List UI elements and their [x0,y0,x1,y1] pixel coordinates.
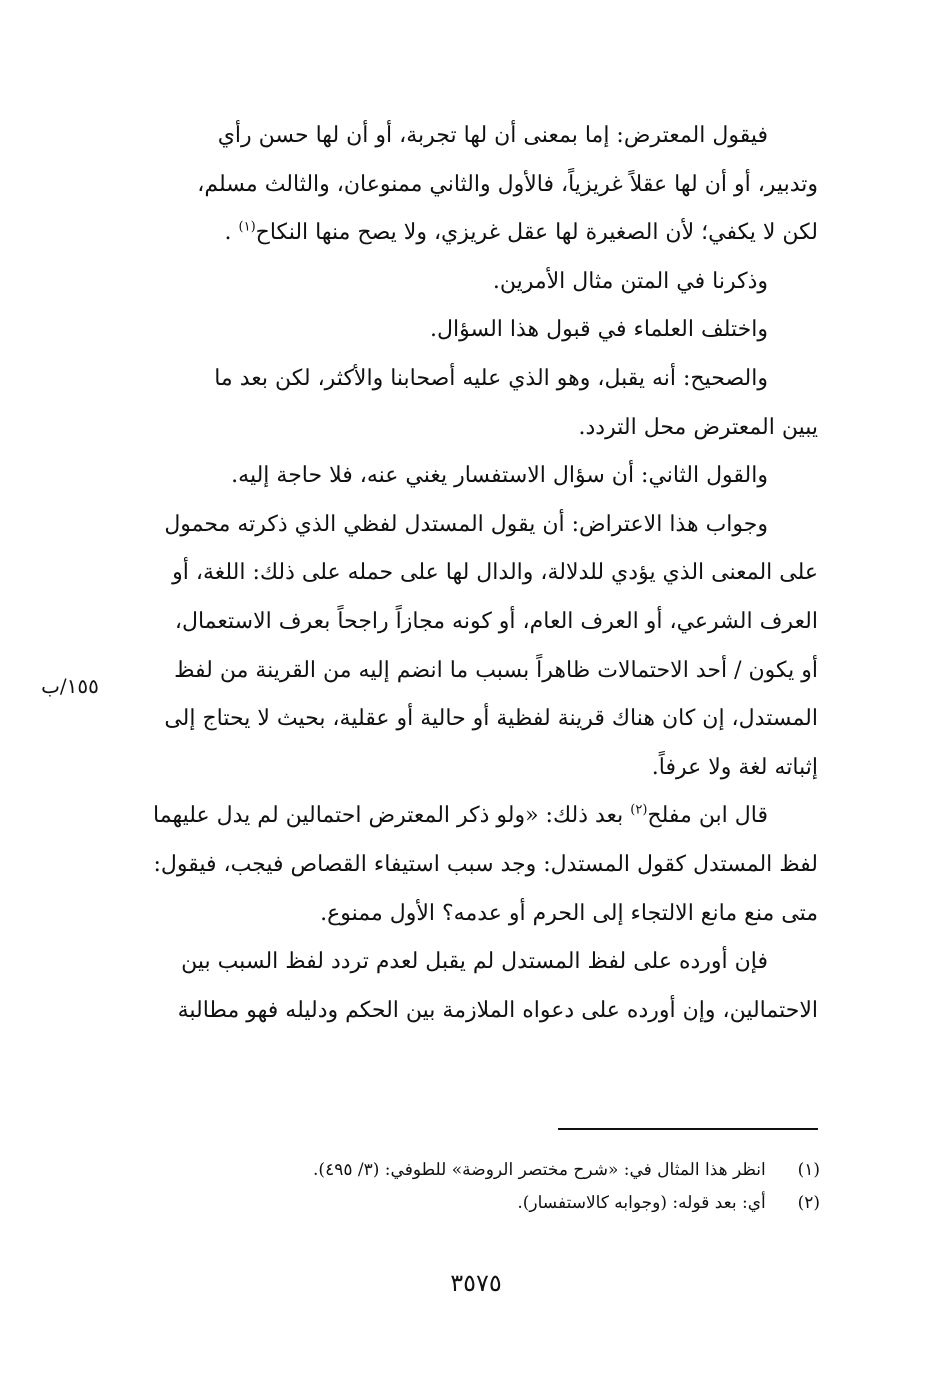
footnote-text: انظر هذا المثال في: «شرح مختصر الروضة» للطوفي: (٣/ ٤٩٥). [313,1160,766,1180]
footnote-ref-1[interactable]: (١) [238,219,256,235]
text-line: المستدل، إن كان هناك قرينة لفظية أو حالية أو عقلية، بحيث لا يحتاج إلى [164,706,818,732]
text-line: لفظ المستدل كقول المستدل: وجد سبب استيفاء القصاص فيجب، فيقول: [153,851,818,877]
main-text [118,112,818,1035]
text-line: إثباته لغة ولا عرفاً. [651,754,818,780]
footnote-2 [200,1187,820,1220]
footnote-ref-2[interactable]: (٢) [630,802,648,818]
text-line [118,792,818,841]
text-line: أو يكون / أحد الاحتمالات ظاهراً بسبب ما انضم إليه من القرينة من لفظ [174,657,818,683]
text-line: وجواب هذا الاعتراض: أن يقول المستدل لفظي الذي ذكرته محمول [164,511,768,537]
text-line: على المعنى الذي يؤدي للدلالة، والدال لها على حمله على ذلك: اللغة، أو [172,560,818,586]
paragraph-5 [118,452,818,501]
text-line: متى منع مانع الالتجاء إلى الحرم أو عدمه؟ الأول ممنوع. [320,900,818,926]
text-line [118,209,818,258]
text-line: فيقول المعترض: إما بمعنى أن لها تجربة، أو أن لها حسن رأي [217,123,768,148]
manuscript-folio-note: ١٥٥/ب [41,674,99,698]
text-line: والقول الثاني: أن سؤال الاستفسار يغني عنه، فلا حاجة إليه. [231,463,768,489]
page-number: ٣٥٧٥ [450,1269,502,1297]
text-line: العرف الشرعي، أو العرف العام، أو كونه مجازاً راجحاً بعرف الاستعمال، [174,608,818,634]
paragraph-8 [118,938,818,1035]
text-line: فإن أورده على لفظ المستدل لم يقبل لعدم تردد لفظ السبب بين [181,949,768,975]
text-line: يبين المعترض محل التردد. [578,414,818,440]
text-run: بعد ذلك: «ولو ذكر المعترض احتمالين لم يدل عليهما [153,803,631,829]
paragraph-3 [118,306,818,355]
footnote-number: (٢) [797,1193,820,1213]
paragraph-7 [118,792,818,938]
text-line: الاحتمالين، وإن أورده على دعواه الملازمة بين الحكم ودليله فهو مطالبة [177,997,818,1023]
footnote-1 [200,1154,820,1187]
paragraph-1 [118,112,818,258]
footnotes [200,1154,820,1220]
text-run: لكن لا يكفي؛ لأن الصغيرة لها عقل غريزي، ولا يصح منها النكاح [255,220,818,246]
text-run: قال ابن مفلح [647,803,768,829]
text-line: واختلف العلماء في قبول هذا السؤال. [430,317,768,343]
footnote-separator [558,1128,818,1130]
paragraph-6 [118,501,818,793]
footnote-text: أي: بعد قوله: (وجوابه كالاستفسار). [517,1193,766,1213]
paragraph-2 [118,258,818,307]
paragraph-4 [118,355,818,452]
text-line: والصحيح: أنه يقبل، وهو الذي عليه أصحابنا والأكثر، لكن بعد ما [214,365,768,391]
footnote-number: (١) [797,1160,820,1180]
text-line: وتدبير، أو أن لها عقلاً غريزياً، فالأول والثاني ممنوعان، والثالث مسلم، [197,171,818,197]
text-line: وذكرنا في المتن مثال الأمرين. [492,268,768,294]
text-run: . [224,220,232,246]
